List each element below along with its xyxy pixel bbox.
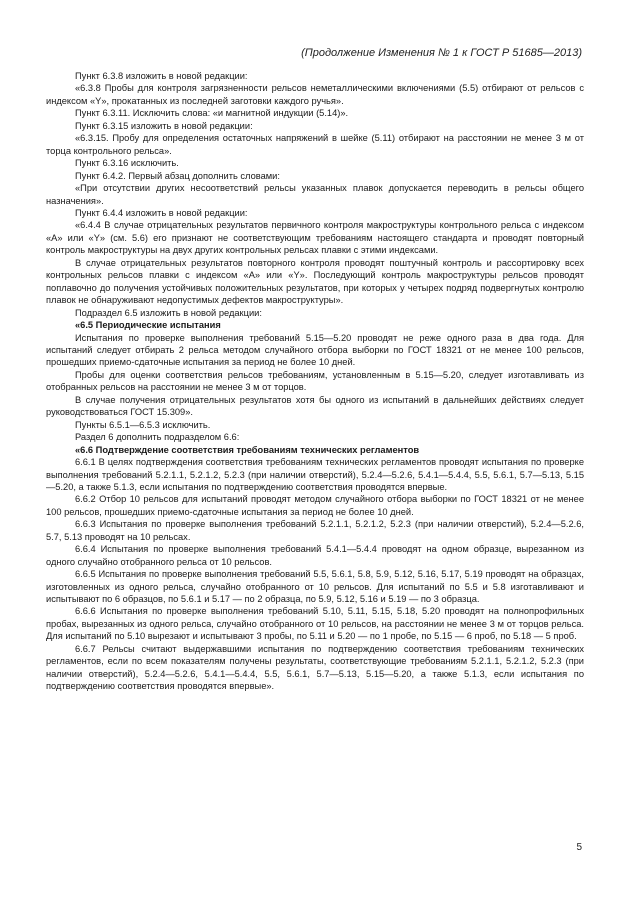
section-heading: «6.5 Периодические испытания: [75, 320, 221, 331]
paragraph: 6.6.5 Испытания по проверке выполнения требований 5.5, 5.6.1, 5.8, 5.9, 5.12, 5.16, 5.17, 5.19 проводят на образцах, изготовленных из одного рельса, случайно отобранного от 10 рельсов. Для испытаний по 5.5 и 5.8 изготавливают и испытывают по 6 образцов, по 5.6.1 и 5.17 — по 2 образца, по 5.9, 5.12, 5.16 и 5.19 — по 3 образца.: [46, 569, 584, 605]
page-number: 5: [576, 842, 582, 853]
paragraph: Испытания по проверке выполнения требований 5.15—5.20 проводят не реже одного раза в два года. Для испытаний следует отбирать 2 рельса методом случайного отбора выборки по ГОСТ 18321 от не менее 100 рельсов, прошедших приемо-сдаточные испытания за период не более 10 дней.: [46, 332, 584, 368]
paragraph: Пункт 6.3.15 изложить в новой редакции:: [75, 120, 253, 131]
paragraph: «6.4.4 В случае отрицательных результатов первичного контроля макроструктуры контрольного рельса с индексом «A» или «Y» (см. 5.6) его признают не соответствующим требованиям настоящего стандарта и проводят повторный контроль макроструктуры на двух других контрольных рельсах плавки с этими индексами.: [46, 220, 584, 256]
paragraph: В случае получения отрицательных результатов хотя бы одного из испытаний в дальнейших действиях следует руководствоваться ГОСТ 15.309».: [46, 394, 584, 418]
paragraph: Пункт 6.3.16 исключить.: [75, 158, 179, 169]
section-heading: «6.6 Подтверждение соответствия требованиям технических регламентов: [75, 444, 420, 455]
running-header: (Продолжение Изменения № 1 к ГОСТ Р 51685—2013): [301, 47, 582, 59]
paragraph: 6.6.6 Испытания по проверке выполнения требований 5.10, 5.11, 5.15, 5.18, 5.20 проводят на полнопрофильных пробах, вырезанных из одного рельса, случайно отобранного от 10 рельсов, на расстоянии не менее 3 м от торцов рельса. Для испытаний по 5.10 вырезают и испытывают 3 пробы, по 5.11 и 5.20 — по 1 пробе, по 5.15 — 6 проб, по 5.18 — 5 проб.: [46, 606, 584, 642]
paragraph: 6.6.1 В целях подтверждения соответствия требованиям технических регламентов проводят испытания по проверке выполнения требований 5.2.1.1, 5.2.1.2, 5.2.3 (при наличии отверстий), 5.2.4—5.2.6, 5.4.1—5.4.4, 5.5, 5.6.1, 5.7—5.13, 5.15—5.20, а также 5.1.3, если испытания по подтверждению соответствия проводятся впервые.: [46, 457, 584, 492]
paragraph: 6.6.4 Испытания по проверке выполнения требований 5.4.1—5.4.4 проводят на одном образце, вырезанном из одного случайно отобранного рельса от 10 рельсов.: [46, 544, 584, 567]
paragraph: «При отсутствии других несоответствий рельсы указанных плавок допускается переводить в рельсы общего назначения».: [46, 183, 584, 206]
paragraph: «6.3.15. Пробу для определения остаточных напряжений в шейке (5.11) отбирают на расстоянии не менее 3 м от торца контрольного рельса».: [46, 133, 584, 156]
paragraph: Раздел 6 дополнить подразделом 6.6:: [75, 432, 240, 443]
paragraph: 6.6.2 Отбор 10 рельсов для испытаний проводят методом случайного отбора выборки по ГОСТ 18321 от не менее 100 рельсов, прошедших приемо-сдаточные испытания за период не более 10 дней.: [46, 494, 584, 517]
paragraph: Пробы для оценки соответствия рельсов требованиям, установленным в 5.15—5.20, следует изготавливать из отобранных рельсов на расстоянии не менее 3 м от торцов.: [46, 369, 584, 393]
document-body: [46, 70, 584, 693]
paragraph: «6.3.8 Пробы для контроля загрязненности рельсов неметаллическими включениями (5.5) отбирают от рельсов с индексом «Y», прокатанных из последней заготовки каждого ручья».: [46, 83, 584, 106]
paragraph: 6.6.7 Рельсы считают выдержавшими испытания по подтверждению соответствия требованиям технических регламентов, если по всем показателям получены результаты, соответствующие требованиям 5.2.1.1, 5.2.1.2, 5.2.3 (при наличии отверстий), 5.2.4—5.2.6, 5.4.1—5.4.4, 5.5, 5.6.1, 5.7—5.13, 5.15—5.20, а также 5.1.3, если испытания по подтверждению соответствия проводятся впервые».: [46, 643, 584, 692]
paragraph: Пункты 6.5.1—6.5.3 исключить.: [75, 419, 211, 430]
paragraph: В случае отрицательных результатов повторного контроля проводят поштучный контроль и рассортировку всех контрольных рельсов плавки с индексом «A» или «Y». Последующий контроль макроструктуры рельсов проводят поплавочно до получения устойчивых положительных результатов, при которых у четырех подряд подвергнутых контролю плавок не обнаруживают недопустимых дефектов макроструктуры».: [46, 257, 584, 306]
paragraph: Подраздел 6.5 изложить в новой редакции:: [75, 307, 262, 318]
paragraph: Пункт 6.3.8 изложить в новой редакции:: [75, 71, 248, 81]
paragraph: Пункт 6.4.4 изложить в новой редакции:: [75, 207, 248, 218]
paragraph: 6.6.3 Испытания по проверке выполнения требований 5.2.1.1, 5.2.1.2, 5.2.3 (при наличии отверстий), 5.2.4—5.2.6, 5.7, 5.13 проводят на 10 рельсах.: [46, 519, 584, 542]
paragraph: Пункт 6.4.2. Первый абзац дополнить словами:: [75, 170, 280, 181]
paragraph: Пункт 6.3.11. Исключить слова: «и магнитной индукции (5.14)».: [75, 108, 349, 119]
